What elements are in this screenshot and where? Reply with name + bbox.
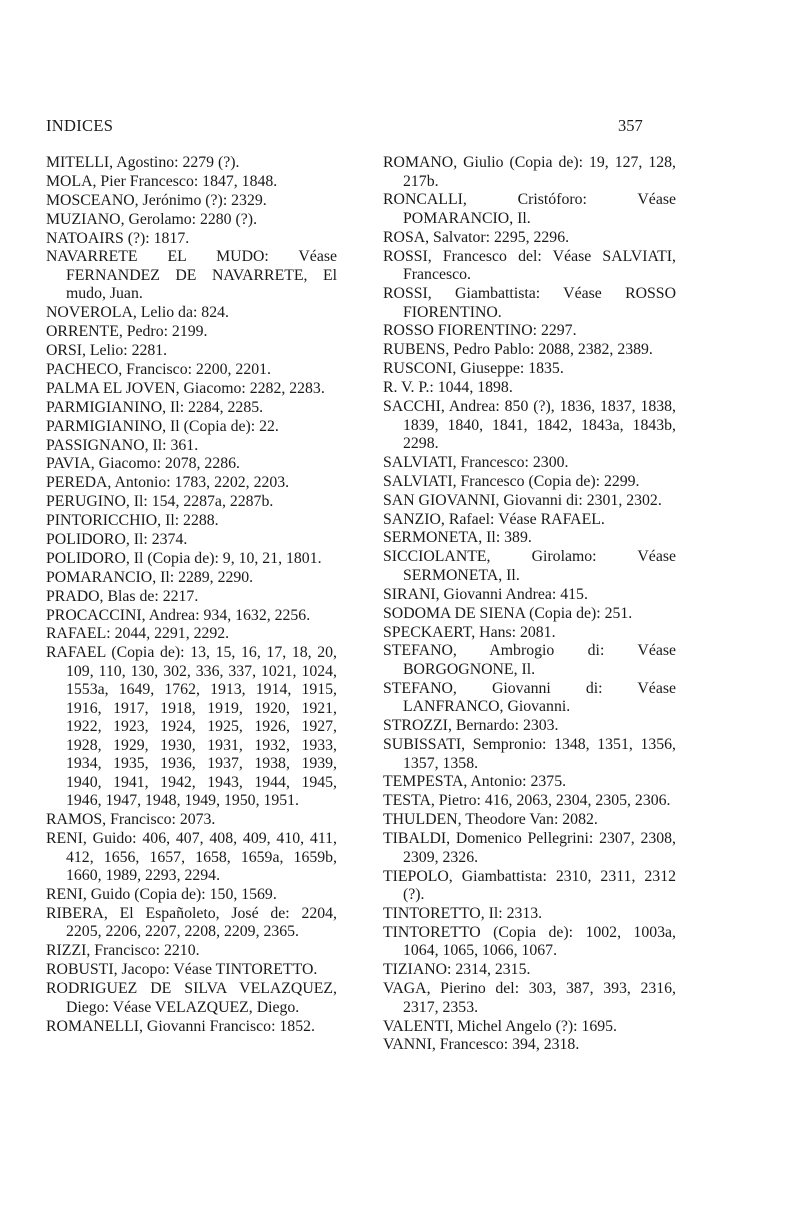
index-entry: PARMIGIANINO, Il: 2284, 2285. bbox=[46, 398, 264, 416]
index-entry: TIZIANO: 2314, 2315. bbox=[383, 961, 531, 979]
index-entry: PACHECO, Francisco: 2200, 2201. bbox=[46, 361, 271, 379]
index-entry: ROMANO, Giulio (Copia de): 19, 127, 128, 217b. bbox=[383, 154, 676, 190]
index-entry: ROBUSTI, Jacopo: Véase TINTORETTO. bbox=[46, 961, 318, 979]
index-entry: PERUGINO, Il: 154, 2287a, 2287b. bbox=[46, 493, 274, 511]
index-entry: VAGA, Pierino del: 303, 387, 393, 2316, 2317, 2353. bbox=[383, 980, 676, 1016]
index-entry: SUBISSATI, Sempronio: 1348, 1351, 1356, 1357, 1358. bbox=[383, 736, 676, 772]
index-entry: SAN GIOVANNI, Giovanni di: 2301, 2302. bbox=[383, 491, 662, 509]
index-entry: ORRENTE, Pedro: 2199. bbox=[46, 323, 208, 341]
index-entry: ROSA, Salvator: 2295, 2296. bbox=[383, 228, 570, 246]
index-entry: STROZZI, Bernardo: 2303. bbox=[383, 717, 559, 735]
index-entry: MOSCEANO, Jerónimo (?): 2329. bbox=[46, 191, 267, 209]
index-entry: SERMONETA, Il: 389. bbox=[383, 529, 532, 547]
index-entry: RAFAEL: 2044, 2291, 2292. bbox=[46, 625, 230, 643]
index-entry: SALVIATI, Francesco (Copia de): 2299. bbox=[383, 472, 640, 490]
index-entry: TIEPOLO, Giambattista: 2310, 2311, 2312 (?). bbox=[383, 867, 676, 904]
index-entry: RENI, Guido: 406, 407, 408, 409, 410, 411, 412, 1656, 1657, 1658, 1659a, 1659b, 1660, 1989, 2293, 2294. bbox=[46, 830, 337, 885]
index-entry: NATOAIRS (?): 1817. bbox=[46, 229, 190, 247]
index-entry: NAVARRETE EL MUDO: Véase FERNANDEZ DE NAVARRETE, El mudo, Juan. bbox=[46, 248, 337, 303]
index-entry: STEFANO, Ambrogio di: Véase BORGOGNONE, Il. bbox=[383, 642, 676, 678]
index-entry: RUSCONI, Giuseppe: 1835. bbox=[383, 360, 564, 378]
index-entry: NOVEROLA, Lelio da: 824. bbox=[46, 304, 229, 322]
index-entry: ORSI, Lelio: 2281. bbox=[46, 342, 168, 360]
index-entry: THULDEN, Theodore Van: 2082. bbox=[383, 811, 598, 829]
index-entry: ROSSO FIORENTINO: 2297. bbox=[383, 322, 577, 340]
index-entry: TINTORETTO (Copia de): 1002, 1003a, 1064, 1065, 1066, 1067. bbox=[383, 923, 676, 960]
index-entry: RIBERA, El Españoleto, José de: 2204, 2205, 2206, 2207, 2208, 2209, 2365. bbox=[46, 904, 337, 941]
index-entry: RENI, Guido (Copia de): 150, 1569. bbox=[46, 886, 277, 904]
index-entry: VALENTI, Michel Angelo (?): 1695. bbox=[383, 1017, 617, 1035]
index-entry: PROCACCINI, Andrea: 934, 1632, 2256. bbox=[46, 606, 311, 624]
index-entry: PINTORICCHIO, Il: 2288. bbox=[46, 512, 219, 530]
section-title: INDICES bbox=[46, 116, 114, 135]
index-entry: RODRIGUEZ DE SILVA VELAZQUEZ, Diego: Véase VELAZQUEZ, Diego. bbox=[46, 980, 337, 1016]
index-entry: RAMOS, Francisco: 2073. bbox=[46, 811, 216, 829]
index-entry: RONCALLI, Cristóforo: Véase POMARANCIO, Il. bbox=[383, 191, 676, 227]
index-entry: SIRANI, Giovanni Andrea: 415. bbox=[383, 585, 588, 603]
page-number: 357 bbox=[618, 116, 643, 135]
index-entry: R. V. P.: 1044, 1898. bbox=[383, 379, 513, 397]
index-entry: STEFANO, Giovanni di: Véase LANFRANCO, Giovanni. bbox=[383, 679, 676, 716]
index-entry: TIBALDI, Domenico Pellegrini: 2307, 2308, 2309, 2326. bbox=[383, 830, 676, 866]
index-entry: POLIDORO, Il: 2374. bbox=[46, 531, 188, 549]
index-entry: PALMA EL JOVEN, Giacomo: 2282, 2283. bbox=[46, 379, 325, 397]
index-entry: PAVIA, Giacomo: 2078, 2286. bbox=[46, 455, 240, 473]
index-entry: SALVIATI, Francesco: 2300. bbox=[383, 453, 569, 471]
index-entry: RUBENS, Pedro Pablo: 2088, 2382, 2389. bbox=[383, 341, 653, 359]
index-entry: MOLA, Pier Francesco: 1847, 1848. bbox=[46, 172, 278, 190]
index-entry: SICCIOLANTE, Girolamo: Véase SERMONETA, Il. bbox=[383, 548, 676, 584]
index-entry: TINTORETTO, Il: 2313. bbox=[383, 904, 543, 922]
index-entry: PRADO, Blas de: 2217. bbox=[46, 587, 199, 605]
index-entry: ROSSI, Giambattista: Véase ROSSO FIORENTINO. bbox=[383, 285, 676, 321]
index-entry: ROSSI, Francesco del: Véase SALVIATI, Francesco. bbox=[383, 247, 676, 284]
index-entry: PARMIGIANINO, Il (Copia de): 22. bbox=[46, 417, 279, 435]
index-entry: POLIDORO, Il (Copia de): 9, 10, 21, 1801. bbox=[46, 549, 322, 567]
index-entry: TESTA, Pietro: 416, 2063, 2304, 2305, 2306. bbox=[383, 792, 671, 810]
index-column-left bbox=[46, 154, 337, 1036]
index-entry: POMARANCIO, Il: 2289, 2290. bbox=[46, 568, 254, 586]
index-entry: SANZIO, Rafael: Véase RAFAEL. bbox=[383, 510, 605, 528]
index-entry: SPECKAERT, Hans: 2081. bbox=[383, 623, 556, 641]
index-entry: RIZZI, Francisco: 2210. bbox=[46, 942, 200, 960]
index-entry: TEMPESTA, Antonio: 2375. bbox=[383, 773, 567, 791]
index-entry: PEREDA, Antonio: 1783, 2202, 2203. bbox=[46, 474, 290, 492]
index-entry: ROMANELLI, Giovanni Francisco: 1852. bbox=[46, 1017, 315, 1035]
index-entry: RAFAEL (Copia de): 13, 15, 16, 17, 18, 20, 109, 110, 130, 302, 336, 337, 1021, 1024, 1553a, 1649, 1762, 1913, 1914, 1915, 1916, 1917, 1918, 1919, 1920, 1921, 1922, 1923, 1924, 1925, 1926, 1927, 1928, 1929, 1930, 1931, 1932, 1933, 1934, 1935, 1936, 1937, 1938, 1939, 1940, 1941, 1942, 1943, 1944, 1945, 1946, 1947, 1948, 1949, 1950, 1951. bbox=[46, 644, 337, 810]
index-entry: SACCHI, Andrea: 850 (?), 1836, 1837, 1838, 1839, 1840, 1841, 1842, 1843a, 1843b, 2298. bbox=[383, 398, 676, 453]
index-entry: MITELLI, Agostino: 2279 (?). bbox=[46, 154, 240, 171]
index-entry: PASSIGNANO, Il: 361. bbox=[46, 436, 199, 454]
index-entry: VANNI, Francesco: 394, 2318. bbox=[383, 1036, 580, 1054]
index-entry: SODOMA DE SIENA (Copia de): 251. bbox=[383, 604, 633, 622]
index-column-right bbox=[383, 154, 676, 1055]
index-entry: MUZIANO, Gerolamo: 2280 (?). bbox=[46, 210, 258, 228]
